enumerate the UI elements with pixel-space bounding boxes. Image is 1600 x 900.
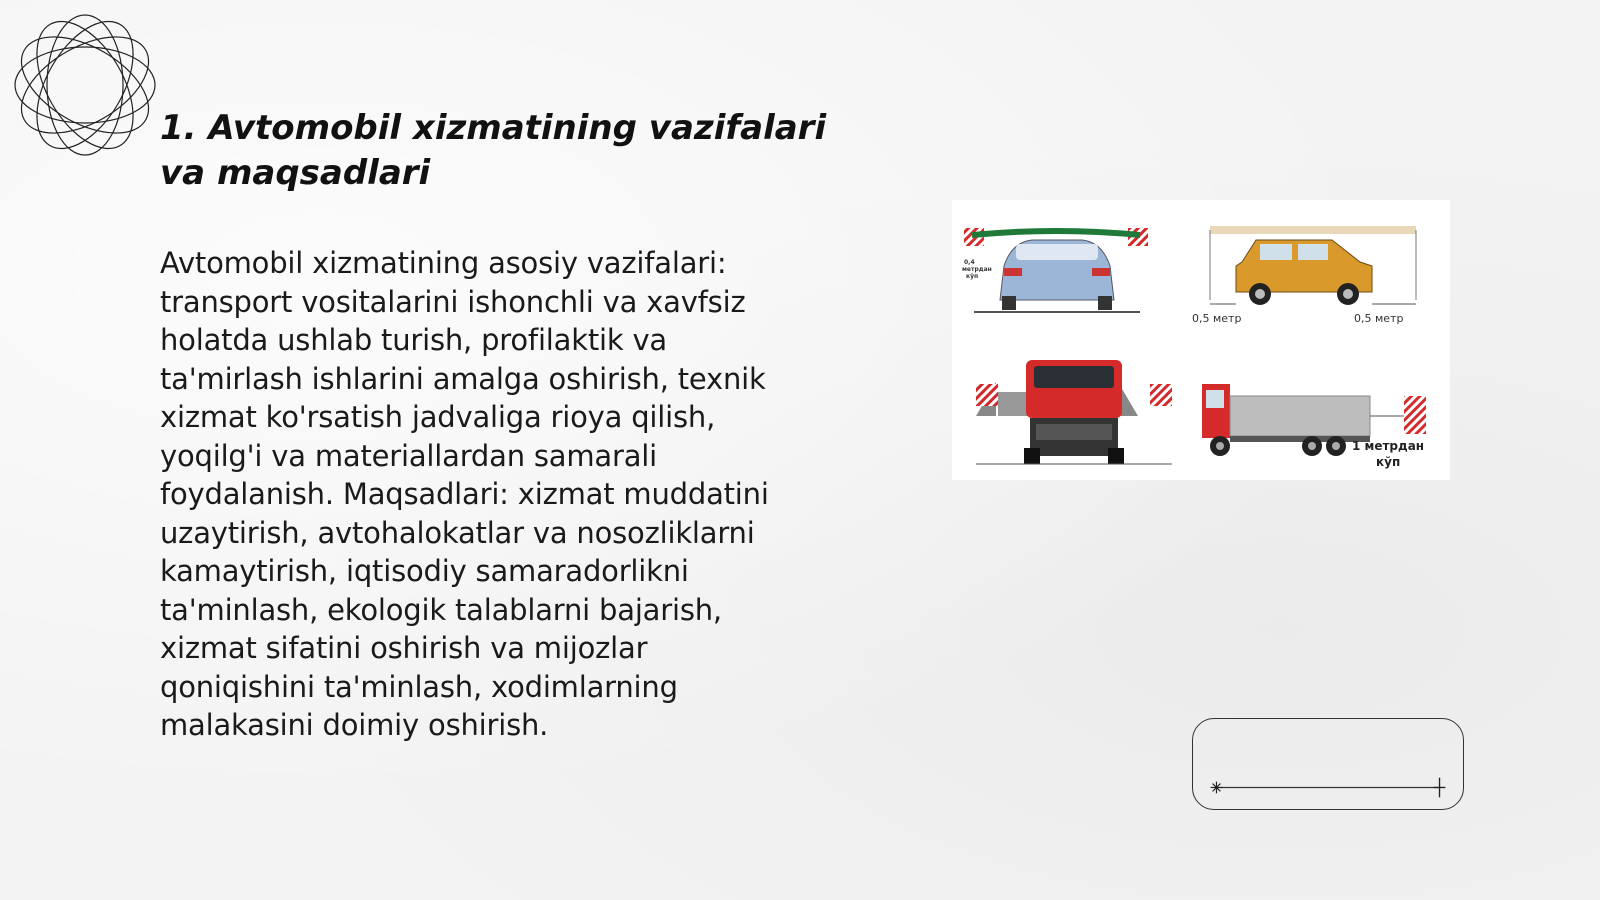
vehicle-clearance-illustration (952, 200, 1450, 480)
decorative-rounded-box (1192, 718, 1464, 810)
slide-title: 1. Avtomobil xizmatining vazifalari va maqsadlari (160, 108, 827, 193)
sedan-rear-panel (962, 228, 1148, 312)
hatchback-side-panel (1192, 226, 1416, 325)
decorative-line-icon (1193, 719, 1463, 809)
green-load-bar (972, 228, 1140, 238)
vehicle-clearance-svg (952, 200, 1450, 480)
slide-body-text: Avtomobil xizmatining asosiy vazifalari: transport vositalarini ishonchli va xavfsiz holatda ushlab turish, profilaktik va ta'mirlash ishlarini amalga oshirish, texnik xizmat ko'rsatish jadvaliga rioya qilish, yoqilg'i va materiallardan samarali foydalanish. Maqsadlari: xizmat muddatini uzaytirish, avtohalokatlar va nosozliklarni kamaytirish, iqtisodiy samaradorlikni ta'minlash, ekologik talablarni bajarish, xizmat sifatini oshirish va mijozlar qoniqishini ta'minlash, xodimlarning malakasini doimiy oshirish. (160, 246, 769, 742)
label-kup-left: кўп (966, 273, 979, 280)
circular-ornament-icon (10, 10, 160, 160)
label-kup-big: кўп (1376, 455, 1401, 469)
label-05-right: 0,5 метр (1354, 312, 1404, 325)
truck-front-panel (976, 360, 1172, 464)
truck-side-panel (1202, 384, 1426, 469)
label-metrdan-left: метрдан (962, 266, 992, 273)
label-1-metrdan: 1 метрдан (1352, 439, 1425, 453)
label-04-left: 0,4 (964, 259, 975, 266)
label-05-left: 0,5 метр (1192, 312, 1242, 325)
